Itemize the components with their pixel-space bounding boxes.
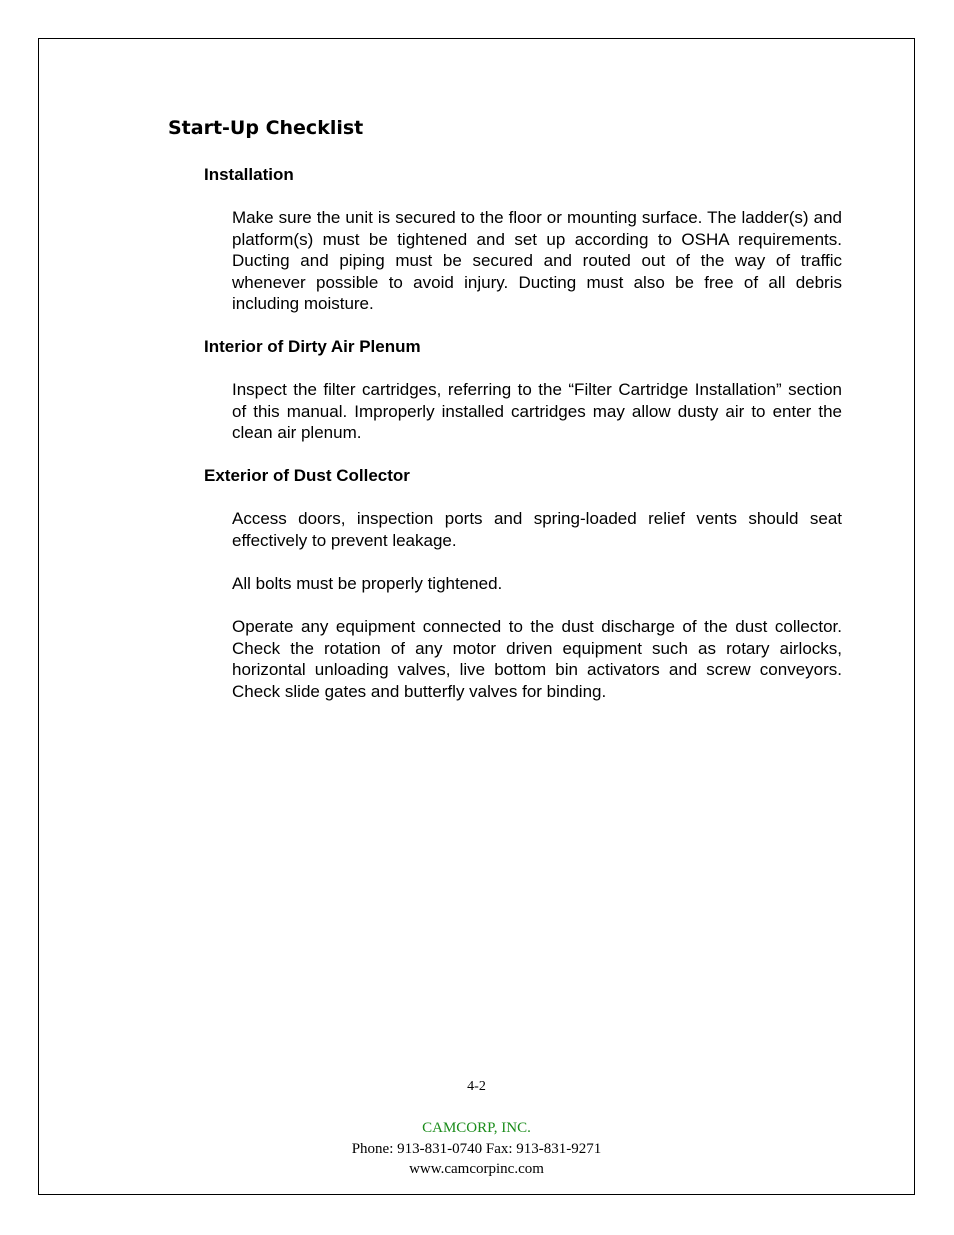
section-heading-installation: Installation bbox=[204, 165, 294, 184]
page-number: 4-2 bbox=[467, 1079, 486, 1094]
installation-paragraph: Make sure the unit is secured to the floor or mounting surface. The ladder(s) and platform(s) must be tightened and set up according to OSHA requirements. Ducting and piping must be secured and routed out of the way of traffic whenever possible to avoid injury. Ducting must also be free of all debris including moisture. bbox=[232, 208, 842, 313]
contact-phone-fax: Phone: 913-831-0740 Fax: 913-831-9271 bbox=[351, 1141, 602, 1157]
dust-collector-paragraph-doors: Access doors, inspection ports and spring-loaded relief vents should seat effectively to prevent leakage. bbox=[232, 509, 842, 550]
section-heading-dust-collector-exterior: Exterior of Dust Collector bbox=[204, 466, 410, 485]
dirty-air-plenum-paragraph: Inspect the filter cartridges, referring to the “Filter Cartridge Installation” section of this manual. Improperly installed cartridges may allow dusty air to enter the clean air plenum. bbox=[232, 380, 842, 442]
page-title: Start-Up Checklist bbox=[168, 117, 364, 139]
section-heading-dirty-air-plenum: Interior of Dirty Air Plenum bbox=[204, 337, 421, 356]
company-website[interactable]: www.camcorpinc.com bbox=[409, 1161, 544, 1177]
dust-collector-paragraph-equipment: Operate any equipment connected to the dust discharge of the dust collector. Check the rotation of any motor driven equipment such as rotary airlocks, horizontal unloading valves, live bottom bin activators and screw conveyors. Check slide gates and butterfly valves for binding. bbox=[232, 617, 842, 701]
dust-collector-paragraph-bolts: All bolts must be properly tightened. bbox=[232, 574, 503, 593]
company-name: CAMCORP, INC. bbox=[422, 1120, 531, 1136]
